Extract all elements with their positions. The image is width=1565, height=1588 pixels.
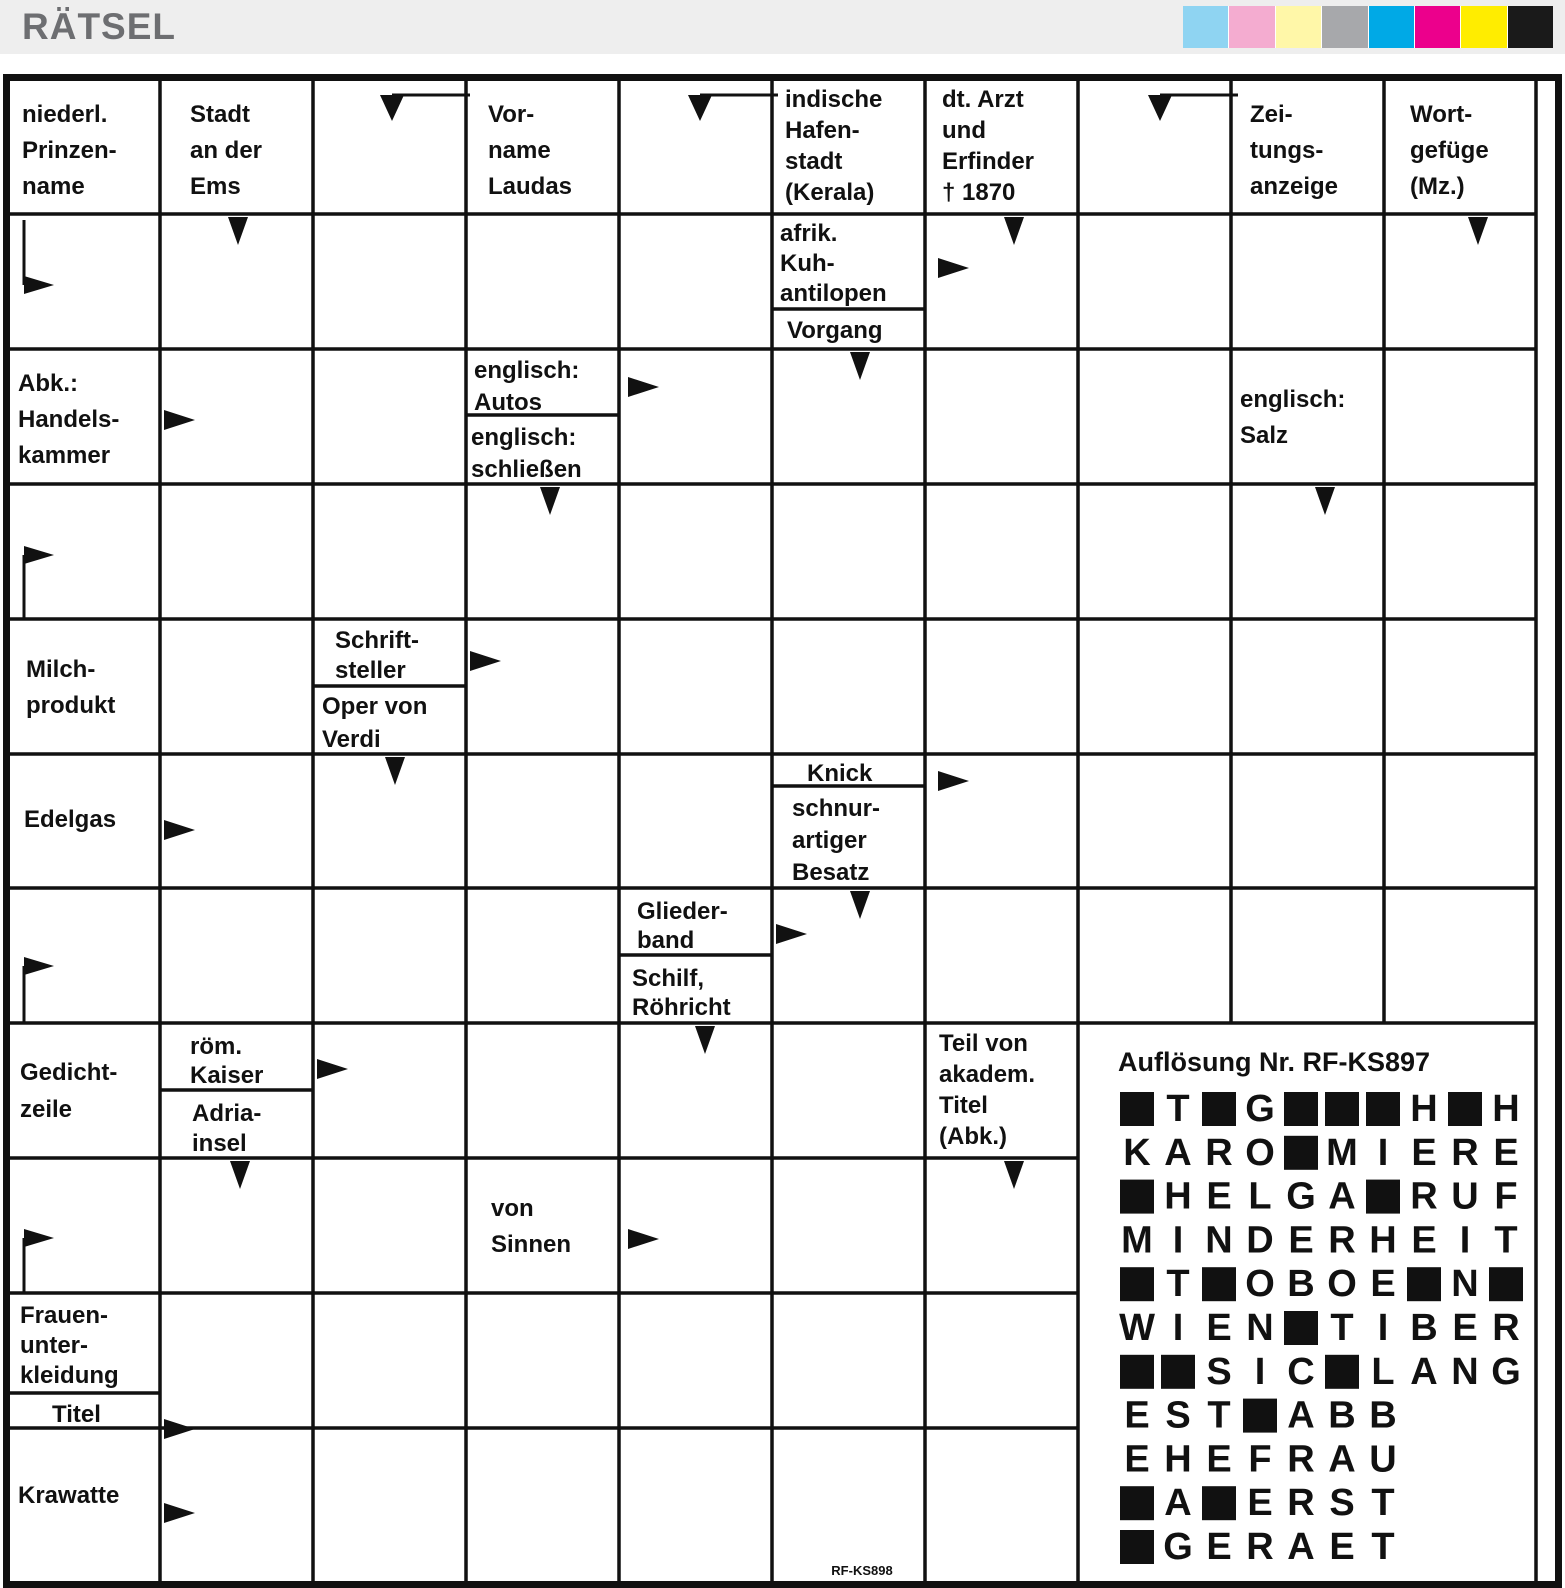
clue-titel: Titel (52, 1401, 101, 1428)
solution-letter: F (1248, 1438, 1272, 1481)
solution-letter: O (1245, 1131, 1275, 1174)
clue-wortgefuege: Wort-gefüge (Mz.) (1410, 101, 1489, 200)
solution-letter: O (1327, 1263, 1357, 1306)
solution-letter: N (1205, 1219, 1233, 1262)
color-swatch (1414, 6, 1460, 48)
solution-letter: I (1459, 1219, 1471, 1262)
solution-black-square (1202, 1092, 1236, 1126)
clue-schriftsteller: Schrift-steller (335, 627, 419, 684)
solution-black-square (1243, 1399, 1277, 1433)
clue-salz: englisch: Salz (1240, 386, 1346, 449)
solution-letter: E (1329, 1526, 1355, 1568)
clue-schliessen: englisch: schließen (471, 424, 582, 483)
solution-letter: T (1166, 1088, 1190, 1130)
solution-letter: A (1328, 1438, 1356, 1481)
clue-roehricht: Schilf, Röhricht (632, 965, 731, 1021)
solution-black-square (1366, 1092, 1400, 1126)
solution-letter: T (1494, 1219, 1518, 1262)
clue-frauenunterkleidung: Frauen-unter-kleidung (20, 1302, 119, 1389)
solution-black-square (1407, 1267, 1441, 1301)
clue-stadt-ems: Stadt an der Ems (190, 101, 263, 200)
clue-handelskammer: Abk.: Handels-kammer (18, 370, 120, 469)
solution-letter: R (1246, 1526, 1274, 1568)
solution-letter: H (1410, 1088, 1438, 1130)
solution-letter: R (1492, 1307, 1520, 1349)
solution-letter: M (1121, 1219, 1153, 1262)
solution-black-square (1161, 1355, 1195, 1389)
solution-letter: H (1492, 1088, 1520, 1130)
solution-letter: W (1119, 1307, 1155, 1349)
solution-black-square (1325, 1355, 1359, 1389)
solution-black-square (1120, 1355, 1154, 1389)
solution-letter: E (1206, 1438, 1232, 1481)
solution-letter: C (1287, 1350, 1315, 1393)
solution-letter: A (1164, 1482, 1192, 1525)
solution-letter: S (1329, 1482, 1355, 1525)
clue-prinzenname: niederl. Prinzen-name (22, 101, 117, 200)
clue-milchprodukt: Milch-produkt (26, 656, 116, 719)
crossword-grid (0, 71, 1565, 1588)
solution-heading: Auflösung Nr. RF-KS897 (1118, 1047, 1431, 1077)
solution-letter: F (1494, 1175, 1518, 1218)
solution-letter: E (1206, 1526, 1232, 1568)
color-swatch (1183, 6, 1228, 48)
color-swatch (1228, 6, 1274, 48)
solution-letter: N (1451, 1263, 1479, 1306)
clue-arzt-erfinder: dt. Arzt und Erfinder † 1870 (942, 86, 1035, 206)
solution-letter: U (1369, 1438, 1397, 1481)
solution-letter: M (1326, 1131, 1358, 1174)
color-swatch (1321, 6, 1367, 48)
solution-black-square (1325, 1092, 1359, 1126)
solution-letter: B (1369, 1394, 1397, 1437)
solution-letter: R (1328, 1219, 1356, 1262)
clue-adriainsel: Adria-insel (192, 1100, 262, 1157)
solution-letter: A (1164, 1131, 1192, 1174)
puzzle-code: RF-KS898 (831, 1563, 893, 1578)
clue-indische-hafenstadt: indische Hafen-stadt (Kerala) (785, 86, 883, 206)
clue-edelgas: Edelgas (24, 806, 117, 833)
solution-letter: E (1452, 1307, 1478, 1349)
color-calibration-bar (1183, 6, 1553, 48)
solution-letter: S (1165, 1394, 1191, 1437)
solution-black-square (1120, 1486, 1154, 1520)
solution-letter: T (1330, 1307, 1354, 1349)
clue-gedichtzeile: Gedicht-zeile (20, 1059, 118, 1123)
solution-letter: S (1206, 1350, 1232, 1393)
solution-letter: B (1287, 1263, 1315, 1306)
clue-oper-verdi: Oper von Verdi (322, 693, 428, 753)
color-swatch (1275, 6, 1321, 48)
solution-letter: I (1172, 1219, 1184, 1262)
solution-letter: A (1287, 1526, 1315, 1568)
solution-letter: T (1371, 1482, 1395, 1525)
clue-besatz: schnur-artiger Besatz (792, 795, 881, 886)
solution-letter: E (1370, 1263, 1396, 1306)
solution-black-square (1448, 1092, 1482, 1126)
clue-vorname-laudas: Vor-name Laudas (488, 101, 573, 200)
solution-letter: G (1245, 1088, 1275, 1130)
solution-letter: B (1410, 1307, 1438, 1349)
solution-letter: N (1451, 1350, 1479, 1393)
color-swatch (1507, 6, 1553, 48)
solution-black-square (1120, 1092, 1154, 1126)
solution-black-square (1120, 1180, 1154, 1214)
solution-letter: T (1371, 1526, 1395, 1568)
solution-letter: E (1206, 1307, 1232, 1349)
solution-letter: I (1172, 1307, 1184, 1349)
solution-letter: G (1286, 1175, 1316, 1218)
solution-letter: E (1288, 1219, 1314, 1262)
clue-kuhantilopen: afrik. Kuh-antilopen (780, 220, 887, 307)
solution-black-square (1284, 1092, 1318, 1126)
solution-black-square (1202, 1486, 1236, 1520)
clue-krawatte: Krawatte (18, 1482, 120, 1509)
solution-letter: B (1328, 1394, 1356, 1437)
solution-letter: E (1411, 1131, 1437, 1174)
solution-letter: N (1246, 1307, 1274, 1349)
solution-letter: T (1207, 1394, 1231, 1437)
solution-black-square (1202, 1267, 1236, 1301)
solution-letter: R (1287, 1482, 1315, 1525)
solution-letter: R (1451, 1131, 1479, 1174)
solution-letter: D (1246, 1219, 1274, 1262)
solution-letter: A (1328, 1175, 1356, 1218)
color-swatch (1460, 6, 1506, 48)
solution-letter: E (1124, 1394, 1150, 1437)
solution-letter: E (1247, 1482, 1273, 1525)
solution-letter: L (1371, 1350, 1395, 1393)
solution-letter: A (1287, 1394, 1315, 1437)
solution-letter: A (1410, 1350, 1438, 1393)
solution-letter: E (1493, 1131, 1519, 1174)
solution-black-square (1284, 1311, 1318, 1345)
solution-letter: H (1164, 1175, 1192, 1218)
header-bar (0, 0, 1565, 54)
clue-akadem-titel: Teil von akadem. Titel (Abk.) (939, 1030, 1036, 1150)
clue-roem-kaiser: röm. Kaiser (190, 1033, 264, 1089)
color-swatch (1368, 6, 1414, 48)
solution-letter: K (1123, 1131, 1151, 1174)
page-title: RÄTSEL (22, 6, 176, 47)
solution-black-square (1120, 1530, 1154, 1564)
solution-letter: H (1369, 1219, 1397, 1262)
solution-letter: E (1206, 1175, 1232, 1218)
solution-letter: O (1245, 1263, 1275, 1306)
solution-black-square (1366, 1180, 1400, 1214)
solution-letter: U (1451, 1175, 1479, 1218)
solution-letter: R (1287, 1438, 1315, 1481)
solution-letter: E (1124, 1438, 1150, 1481)
clue-autos: englisch: Autos (474, 357, 580, 416)
solution-black-square (1489, 1267, 1523, 1301)
solution-black-square (1284, 1136, 1318, 1170)
solution-letter: I (1254, 1350, 1266, 1393)
solution-letter: L (1248, 1175, 1272, 1218)
clue-von-sinnen: von Sinnen (491, 1195, 572, 1258)
solution-letter: R (1205, 1131, 1233, 1174)
solution-letter: E (1411, 1219, 1437, 1262)
solution-letter: T (1166, 1263, 1190, 1306)
clue-vorgang: Vorgang (787, 317, 883, 344)
solution-letter: R (1410, 1175, 1438, 1218)
solution-letter: G (1163, 1526, 1193, 1568)
clue-knick: Knick (807, 760, 873, 787)
clue-gliederband: Glieder-band (637, 898, 728, 954)
clue-zeitungsanzeige: Zei-tungs-anzeige (1250, 101, 1339, 200)
solution-letter: H (1164, 1438, 1192, 1481)
solution-letter: G (1491, 1350, 1521, 1393)
solution-letter: I (1377, 1307, 1389, 1349)
solution-letter: I (1377, 1131, 1389, 1174)
solution-black-square (1120, 1267, 1154, 1301)
